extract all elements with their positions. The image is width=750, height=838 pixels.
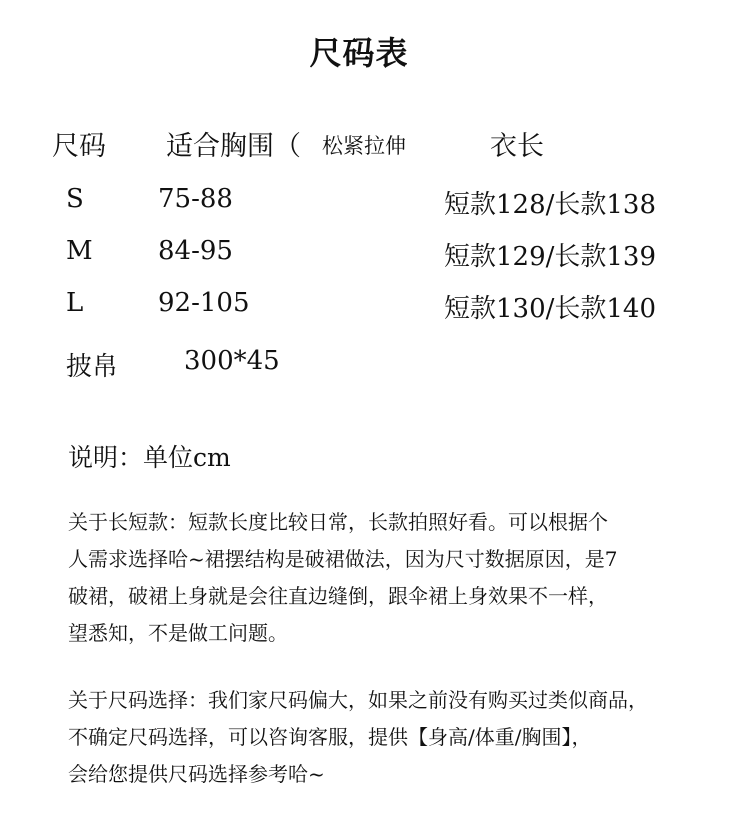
header-chest-note: 松紧拉伸	[322, 134, 406, 158]
header-length: 衣长	[490, 131, 544, 162]
length-info-line: 望悉知，不是做工问题。	[68, 621, 288, 645]
row-l-size: L	[66, 288, 84, 318]
length-info-line: 关于长短款：短款长度比较日常，长款拍照好看。可以根据个	[68, 510, 608, 534]
size-selection-line: 关于尺码选择：我们家尺码偏大，如果之前没有购买过类似商品，	[68, 688, 648, 712]
row-s-length: 短款128/长款138	[444, 190, 657, 220]
length-info-paragraph	[68, 504, 748, 652]
row-m-size: M	[66, 236, 93, 266]
shawl-value: 300*45	[184, 346, 280, 376]
shawl-label: 披帛	[66, 352, 119, 382]
length-info-line: 破裙，破裙上身就是会往直边缝倒，跟伞裙上身效果不一样，	[68, 584, 608, 608]
row-l-chest: 92-105	[158, 288, 250, 318]
row-s-size: S	[66, 184, 84, 214]
row-l-length: 短款130/长款140	[444, 294, 657, 324]
row-s-chest: 75-88	[158, 184, 233, 214]
size-selection-line: 不确定尺码选择，可以咨询客服，提供【身高/体重/胸围】，	[68, 725, 592, 749]
header-size: 尺码	[52, 131, 106, 162]
size-selection-paragraph	[68, 682, 748, 793]
size-selection-line: 会给您提供尺码选择参考哈~	[68, 762, 325, 786]
length-info-line: 人需求选择哈~裙摆结构是破裙做法，因为尺寸数据原因，是7	[68, 547, 618, 571]
row-m-length: 短款129/长款139	[444, 242, 657, 272]
page-title: 尺码表	[309, 34, 409, 72]
unit-note: 说明：单位cm	[68, 443, 231, 472]
header-chest: 适合胸围（	[166, 131, 301, 162]
row-m-chest: 84-95	[158, 236, 233, 266]
